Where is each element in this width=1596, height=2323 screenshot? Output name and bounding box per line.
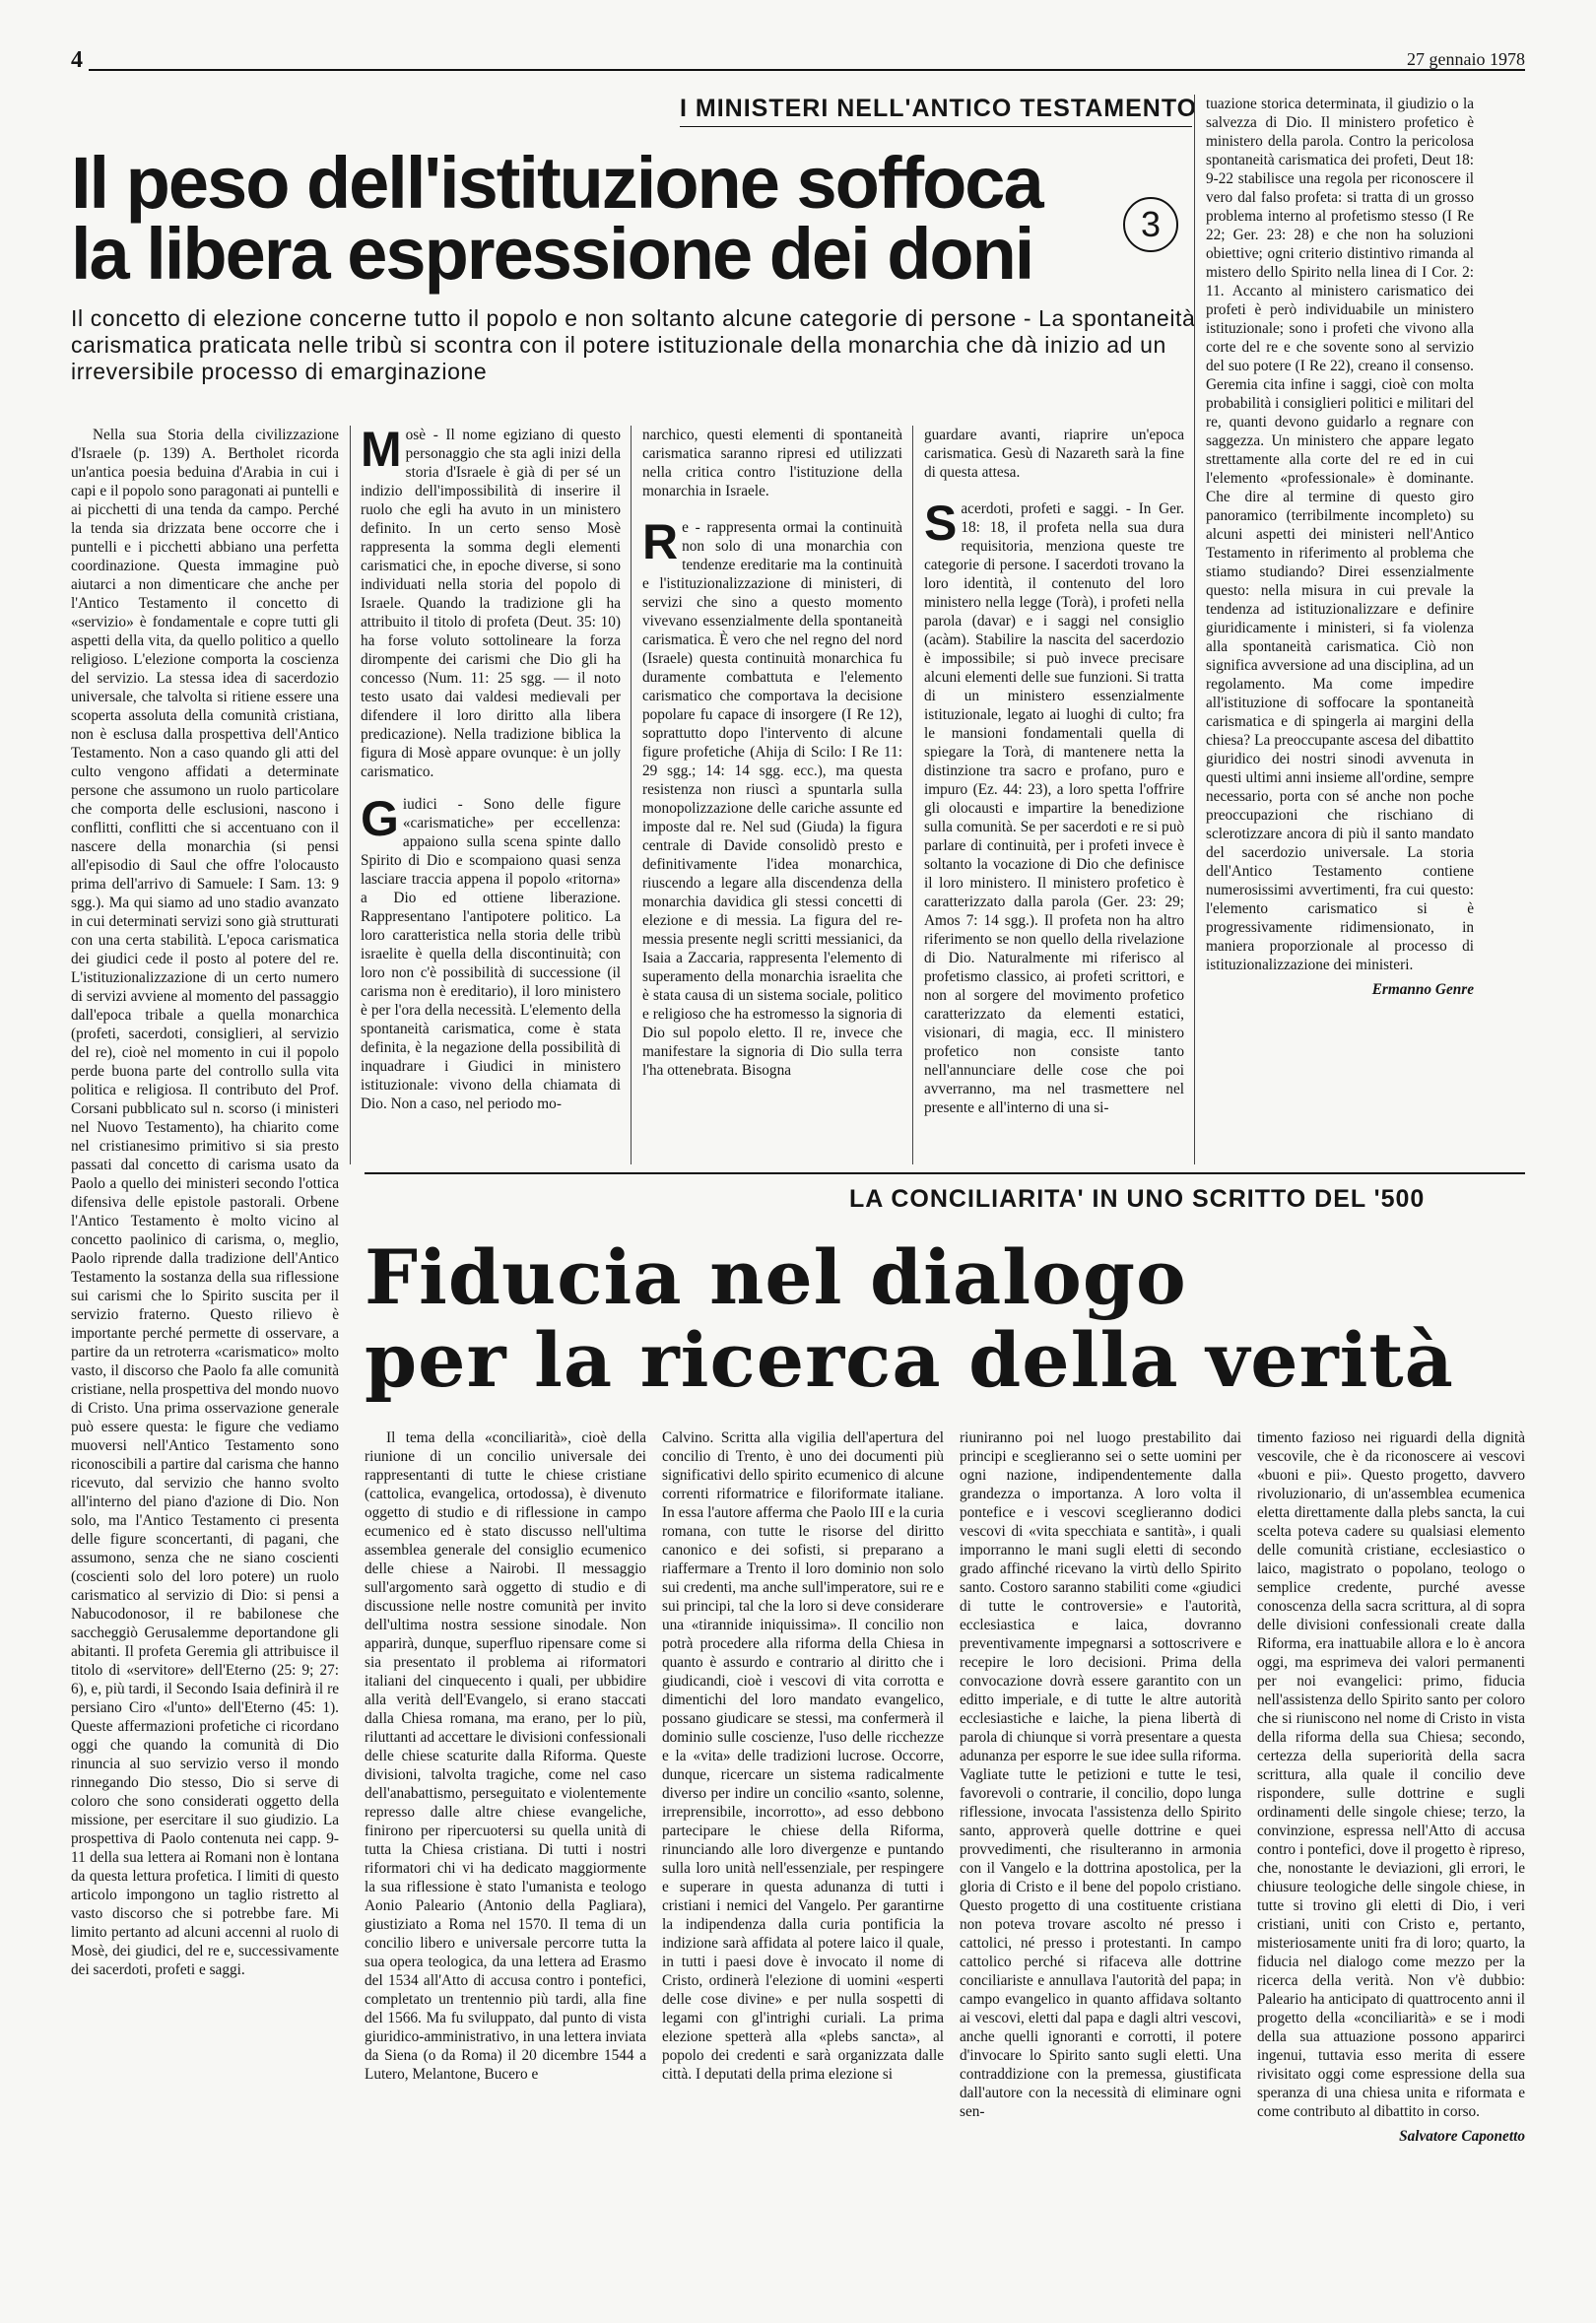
article2-column-2 <box>662 1428 944 2295</box>
article1-col2a-text: osè - Il nome egiziano di questo personaggio che sta agli inizi della storia d'Israele è già di per sé un indizio dell'impossibilità di inserire il ruolo che egli ha avuto in un ministero definito. In un certo senso Mosè rappresenta la somma degli elementi carismatici che, in epoche diverse, si sono individuati nella storia del popolo di Israele. Quando la tradizione gli ha attribuito il titolo di profeta (Deut. 35: 10) ha forse voluto sottolineare la forza dirompente dei carismi che Dio gli ha concesso (Num. 11: 25 sgg. — il noto testo usato dai valdesi medievali per difendere il loro diritto alla libera predicazione). Nella tradizione biblica la figura di Mosè appare ovunque: è un jolly carismatico. <box>361 427 621 780</box>
column-separator <box>350 426 351 1164</box>
article2-author: Salvatore Caponetto <box>1399 2128 1525 2145</box>
article1-title <box>71 142 1135 295</box>
article1-col3a-text: narchico, questi elementi di spontaneità carismatica saranno ripresi ed utilizzati nella critica contro l'istituzione della monarchia in Israele. <box>642 427 902 499</box>
article1-col5-text: tuazione storica determinata, il giudizio o la salvezza di Dio. Il ministero profetico è ministero della parola. Contro la pericolosa spontaneità carismatica dei profeti, Deut 18: 9-22 stabilisce una regola per riconoscere il vero dal falso profeta: si tratta di un grosso problema interno al profetismo stesso (I Re 22; Ger. 23: 28) e che non ha soluzioni obiettive; ogni criterio distintivo rimanda al mistero dello Spirito nella linea di I Cor. 2: 11. Accanto al ministero carismatico dei profeti è però individuabile un ministero istituzionale; sono i profeti che vivono alla corte del re e che sovente sono al servizio del suo potere (I Re 22), creano il consenso. Geremia cita infine i saggi, cioè con molta probabilità i consiglieri politici e militari del re, quanti devono guidarlo a regnare con saggezza. Un ministero che appare legato strettamente alla corte del re ed in cui l'elemento «professionale» è dominante. Che dire al termine di questo giro panoramico (terribilmente incompleto) su alcuni aspetti dei ministeri nell'Antico Testamento in riferimento al problema che stiamo studiando? Direi essenzialmente questo: nella misura in cui prevale la tendenza ad istituzionalizzare e definire giuridicamente i ministeri, si fa violenza alla spontaneità carismatica. Ciò non significa avversione ad una disciplina, ad un regolamento. Ma come impedire all'istituzione di soffocare la spontaneità carismatica e di spingerla ai margini della chiesa? La preoccupante ascesa del dibattito giuridico dei nostri sinodi avvenuta in questi ultimi anni insieme all'ordine, sempre necessario, porta con sé anche non poche preoccupazioni che rischiano di sclerotizzare ancora di più il santo mandato del sacerdozio universale. La storia dell'Antico Testamento contiene numerosissimi avvertimenti, fra cui questo: l'elemento carismatico si è progressivamente ridimensionato, in maniera proporzionale al processo di istituzionalizzazione dei ministeri. <box>1206 96 1474 973</box>
article1-col2b-text: iudici - Sono delle figure «carismatiche» per eccellenza: appaiono sulla scena spinte dallo Spirito di Dio e scompaiono quasi senza lasciare traccia appena il popolo «ritorna» a Dio ed ottiene liberazione. Rappresentano l'antipotere politico. La loro caratteristica nella storia delle tribù israelite è quella della discontinuità; con loro non c'è possibilità di successione (il carisma non è ereditario), il loro ministero è per l'ora della necessità. L'elemento della spontaneità carismatica, come è stata definita, è la negazione della possibilità di inquadrare i Giudici in ministero istituzionale: vivono della chiamata di Dio. Non a caso, nel periodo mo- <box>361 796 621 1112</box>
article2-title-line1: Fiducia nel dialogo <box>365 1233 1187 1321</box>
article1-deck: Il concetto di elezione concerne tutto il popolo e non soltanto alcune categorie di persone - La spontaneità carismatica praticata nelle tribù si scontra con il potere istituzionale della monarchia che dà inizio ad un irreversibile processo di emarginazione <box>71 305 1196 384</box>
article1-column-1 <box>71 426 339 2091</box>
drop-cap-r: R <box>642 514 679 569</box>
article1-col1-text: Nella sua Storia della civilizzazione d'Israele (p. 139) A. Bertholet ricorda un'antica poesia beduina d'Arabia in cui i capi e il popolo sono paragonati ai puntelli e ai picchetti di una tenda da campo. Perché la tenda sia drizzata bene occorre che i puntelli e i picchetti abbiano una perfetta coordinazione. Questa immagine può aiutarci a non dimenticare che anche per l'Antico Testamento il concetto di «servizio» è fondamentale e copre tutti gli aspetti della vita, da quello politico a quello religioso. L'elezione comporta la coscienza del servizio. La stessa idea di sacerdozio universale, che talvolta si ritiene essere una scoperta assoluta della comunità cristiana, non è esclusa dalla prospettiva dell'Antico Testamento. Non a caso quando gli atti del culto vengono affidati a determinate persone che assumono un ruolo particolare che comporta delle esclusioni, nascono i conflitti, conflitti che si accentuano con il nascere della monarchia (si pensi all'episodio di Saul che offre l'olocausto prima dell'arrivo di Samuele: I Sam. 13: 9 sgg.). Ma qui siamo ad uno stadio avanzato in cui determinati servizi sono già strutturati con una certa stabilità. L'epoca carismatica dei giudici cede il posto al potere del re. L'istituzionalizzazione di un certo numero di servizi avviene al momento del passaggio dall'epoca tribale a quella monarchica (profeti, sacerdoti, consiglieri, al servizio del re), cioè nel momento in cui il popolo perde buona parte del controllo sulla vita politica e religiosa. Il contributo del Prof. Corsani pubblicato sul n. scorso (i ministeri nel Nuovo Testamento), ha chiarito come nel cristianesimo primitivo si sia presto passati dal concetto di carisma usato da Paolo a quello dei ministeri secondo l'ottica difensiva delle epistole pastorali. Orbene l'Antico Testamento è molto vicino al concetto paolinico di carisma, o, meglio, Paolo riprende dalla tradizione dell'Antico Testamento la sostanza della sua riflessione sui carismi che lo Spirito suscita per il servizio fraterno. Questo rilievo è importante perché permette di osservare, a partire da un retroterra «carismatico» molto vasto, il discorso che Paolo fa alle comunità cristiane, nella prospettiva del mondo nuovo di Cristo. Una prima osservazione generale può essere questa: le figure che vediamo muoversi nell'Antico Testamento sono riconoscibili a partire dal carisma che hanno ricevuto, dal servizio che hanno svolto all'interno del piano d'azione di Dio. Non solo, ma l'Antico Testamento ci presenta delle figure sconcertanti, di pagani, che assumono, senza che ne siano coscienti (coscienti solo del loro potere) un ruolo carismatico al servizio di Dio: si pensi a Nabucodonosor, il re babilonese che saccheggiò Gerusalemme deportandone gli abitanti. Il profeta Geremia gli attribuisce il titolo di «servitore» dell'Eterno (25: 9; 27: 6), e, più tardi, il Secondo Isaia definirà il re persiano Ciro «l'unto» dell'Eterno (45: 1). Queste affermazioni profetiche ci ricordano oggi che quando la comunità di Dio rinuncia al suo servizio verso il mondo rinnegando Dio stesso, Dio si serve di coloro che sono considerati oggetto della missione, per esercitare il suo giudizio. La prospettiva di Paolo contenuta nei capp. 9-11 della sua lettera ai Romani non è lontana da questa lettura profetica. I limiti di questo articolo impongono un taglio ristretto al vasto discorso che si potrebbe fare. Mi limito pertanto ad alcuni accenni al ruolo di Mosè, dei giudici, del re e, successivamente dei sacerdoti, profeti e saggi. <box>71 427 339 1978</box>
column-separator <box>1194 95 1195 1164</box>
column-separator <box>912 426 913 1164</box>
drop-cap-m: M <box>361 426 402 477</box>
drop-cap-s: S <box>924 496 958 551</box>
article1-col3b-text: e - rappresenta ormai la continuità non solo di una monarchia con tendenze ereditarie ma la continuità e l'istituzionalizzazione di ministeri, di servizi che sino a questo momento vivevano essenzialmente della spontaneità carismatica. È vero che nel regno del nord (Israele) questa continuità monarchica fu duramente combattuta e l'elemento carismatico che comportava la decisione popolare fu capace di insorgere (I Re 12), soprattutto dopo l'intervento di alcune figure profetiche (Ahija di Scilo: I Re 11: 29 sgg.; 14: 14 sgg. ecc.), ma questa resistenza non riuscì a spuntarla sulla monopolizzazione delle cariche assunte ed imposte dal re. Nel sud (Giuda) la figura centrale di Davide consolidò presto e definitivamente l'idea monarchica, riuscendo a legare alla discendenza della monarchia davidica gli stessi concetti di elezione e di messia. La figura del re-messia presente negli scritti messianici, da Isaia a Zaccaria, rappresenta l'elemento di superamento della monarchia israelita che è stata causa di un sistema sociale, politico e religioso che ha estromesso la signoria di Dio sul popolo eletto. Il re, invece che manifestare la signoria di Dio sulla terra l'ha ottenebrata. Bisogna <box>642 519 902 1079</box>
page-number: 4 <box>71 47 83 73</box>
section-rule <box>365 1172 1525 1174</box>
article2-col3-text: riuniranno poi nel luogo prestabilito dai principi e sceglieranno sei o sette uomini per ogni nazione, indipendentemente dalla grandezza o importanza. A loro volta il pontefice e i vescovi sceglieranno dodici vescovi di «vita specchiata e santità», i quali imporranno le mani sugli eletti di secondo grado affinché ricevano la virtù dello Spirito santo. Costoro saranno stabiliti come «giudici di tutte le controversie» e l'autorità, ecclesiastica e laica, dovranno preventivamente impegnarsi a sottoscrivere e recepire le loro decisioni. Prima della convocazione dovrà essere garantito con un editto imperiale, e di tutte le altre autorità ecclesiastiche e laiche, la piena libertà di parola di chiunque si vorrà presentare a questa adunanza per esporre le sue idee sulla riforma. Vagliate tutte le petizioni e tutte le tesi, favorevoli o contrarie, il concilio, dopo lunga riflessione, invocata l'assistenza dello Spirito santo, approverà quelle dottrine e quei provvedimenti, che risulteranno in armonia con il Vangelo e la dottrina apostolica, per la gloria di Cristo e il bene del popolo cristiano. Questo progetto di una costituente cristiana non poteva trovare ascolto né presso i cattolici, né presso i protestanti. In campo cattolico perché si rifaceva alle dottrine conciliariste e annullava l'autorità del papa; in campo evangelico in quanto affidava soltanto ai vescovi, eletti dal papa e dagli altri vescovi, anche quelli ignoranti e corrotti, il potere d'invocare lo Spirito santo sugli eletti. Una contraddizione con la premessa, giustificata dall'autore con la necessità di eliminare ogni sen- <box>960 1429 1241 2120</box>
article1-rubric: I MINISTERI NELL'ANTICO TESTAMENTO <box>680 95 1198 122</box>
column-separator <box>631 426 632 1164</box>
article1-column-3 <box>642 426 902 1166</box>
top-rule <box>89 69 1525 71</box>
article1-title-line2: la libera espressione dei doni <box>71 213 1033 295</box>
article2-column-4 <box>1257 1428 1525 2295</box>
article2-rubric: LA CONCILIARITA' IN UNO SCRITTO DEL '500 <box>849 1185 1426 1213</box>
page-date: 27 gennaio 1978 <box>1407 49 1525 69</box>
article2-title <box>365 1233 1547 1404</box>
article2-col4-text: timento fazioso nei riguardi della dignità vescovile, che è da riconoscere ai vescovi «buoni e pii». Questo progetto, davvero rivoluzionario, di un'assemblea ecumenica eletta direttamente dalla plebs sancta, la cui scelta poteva cadere su qualsiasi elemento delle comunità cristiane, ecclesiastico o laico, magistrato o popolano, teologo o semplice credente, purché avesse conoscenza della sacra scrittura, al di sopra delle divisioni confessionali create dalla Riforma, era inattuabile allora e lo è ancora oggi, ma esprimeva dei valori permanenti per noi evangelici: primo, fiducia nell'assistenza dello Spirito santo per coloro che si riuniscono nel nome di Cristo in vista della riforma della sua Chiesa; secondo, certezza della superiorità della sacra scrittura, alla quale il concilio deve rispondere, sulle dottrine e sugli ordinamenti delle singole chiese; terzo, la convinzione, espressa nell'Atto di accusa contro i pontefici, dove il progetto è ripreso, che, nonostante le deviazioni, gli errori, le chiusure teologiche delle singole chiese, in tutte si trovino gli eletti di Dio, i veri cristiani, uniti con Cristo e, pertanto, misteriosamente uniti fra di loro; quarto, la fiducia nel dialogo come mezzo per la ricerca della verità. Non v'è dubbio: Paleario ha anticipato di quattrocento anni il progetto della «conciliarità» e se i modi della sua attuazione possono apparirci ingenui, tuttavia esso merita di essere rivisitato oggi come espressione della sua speranza di una chiesa unita e riformata e come contributo al dibattito in corso. <box>1257 1429 1525 2120</box>
article1-column-2 <box>361 426 621 1166</box>
article1-author: Ermanno Genre <box>1371 981 1474 998</box>
article1-title-line1: Il peso dell'istituzione soffoca <box>71 142 1042 224</box>
article1-column-5 <box>1206 95 1474 1168</box>
article2-column-1 <box>365 1428 646 2295</box>
article1-col4b-text: acerdoti, profeti e saggi. - In Ger. 18: 18, il profeta nella sua dura requisitoria, menziona queste tre categorie di persone. I sacerdoti trovano la loro identità, il contenuto del loro ministero nella legge (Torà), i profeti nella parola (davar) e i saggi nel consiglio (acàm). Stabilire la nascita del sacerdozio è impossibile; si può invece precisare alcuni elementi delle sue funzioni. Si tratta di un ministero essenzialmente istituzionale, legato ai luoghi di culto; fra le mansioni fondamentali quella di spiegare la Torà, di mantenere netta la distinzione tra sacro e profano, puro e impuro (Ez. 44: 23), a loro spetta l'offrire gli olocausti e impartire la benedizione sulla comunità. Se per sacerdoti e re si può parlare di continuità, per i profeti invece è soltanto la vocazione di Dio che definisce il loro ministero. Il ministero profetico è caratterizzato dalla parola (Ger. 23: 29; Amos 7: 14 sgg.). Il profeta non ha altro riferimento se non quello della rivelazione di Dio. Naturalmente mi riferisco al profetismo classico, ai profeti scrittori, e non al sorgere del movimento profetico caratterizzato da elementi estatici, visionari, di magia, ecc. Il ministero profetico non consiste tanto nell'annunciare delle cose che poi avverranno, ma nel trasmettere nel presente e all'interno di una si- <box>924 500 1184 1116</box>
article2-column-3 <box>960 1428 1241 2295</box>
drop-cap-g: G <box>361 791 399 846</box>
article2-col1-text: Il tema della «conciliarità», cioè della riunione di un concilio universale dei rappresentanti di tutte le chiese cristiane (cattolica, evangelica, ortodossa), è divenuto oggetto di studio e di riflessione in campo ecumenico ed è stato discusso nell'ultima assemblea generale del consiglio ecumenico delle chiese a Nairobi. Il messaggio sull'argomento sarà oggetto di studio e di discussione nelle nostre comunità per invito dell'ultima nostra sessione sinodale. Non apparirà, dunque, superfluo ripensare come si sia presentato il problema ai riformatori italiani del cinquecento i quali, per ubbidire alla verità dell'Evangelo, si erano staccati dalla Chiesa romana, ma erano, per lo più, riluttanti ad accettare le divisioni confessionali delle chiese scaturite dalla Riforma. Queste divisioni, talvolta tragiche, come nel caso dell'anabattismo, perseguitato e violentemente represso dalle altre chiese evangeliche, finirono per ripercuotersi su quella unità di tutta la Chiesa cristiana. Di tutti i nostri riformatori chi vi ha dedicato maggiormente la sua riflessione è stato l'umanista e teologo Aonio Paleario (Antonio della Pagliara), giustiziato a Roma nel 1570. Il tema di un concilio libero e universale percorre tutta la sua opera teologica, da una lettera ad Erasmo del 1534 all'Atto di accusa contro i pontefici, completato un trentennio più tardi, alla fine del 1566. Ma fu sviluppato, dal punto di vista giuridico-amministrativo, in una lettera inviata da Siena (o da Roma) il 20 dicembre 1544 a Lutero, Melantone, Bucero e <box>365 1429 646 2083</box>
rubric-underline <box>680 126 1192 127</box>
article2-title-line2: per la ricerca della verità <box>365 1316 1454 1404</box>
article1-number-badge: 3 <box>1123 197 1178 252</box>
article2-col2-text: Calvino. Scritta alla vigilia dell'apertura del concilio di Trento, è uno dei documenti più significativi dello spirito ecumenico di alcune correnti riformatrice e filoriformate italiane. In essa l'autore afferma che Paolo III e la curia romana, con tutte le risorse del diritto canonico e dei sofisti, si preparano a riaffermare a Trento il loro dominio non solo sui credenti, ma anche sull'imperatore, sui re e sui principi, tal che la loro si deve considerare una «tirannide iniquissima». Il concilio non potrà procedere alla riforma della Chiesa in quanto è assurdo e contrario al diritto che i giudicandi, cioè i vescovi di vita corrotta e dimentichi del loro mandato evangelico, possano giudicare se stessi, ma confermerà il dominio sulle coscienze, l'uso delle ricchezze e la «vita» delle tradizioni lucrose. Occorre, dunque, ricercare un sistema radicalmente diverso per indire un concilio «santo, solenne, irreprensibile, incorrotto», ad esso debbono partecipare le chiese della Riforma, rinunciando alle loro divergenze e puntando sulla loro unità nell'essenziale, per respingere e superare in questa adunanza di tutti i cristiani i nemici del Vangelo. Per garantirne la indipendenza dalla curia pontificia la indizione sarà affidata al potere laico il quale, in tutti i paesi dove è invocato il nome di Cristo, ordinerà l'elezione di uomini «esperti delle cose divine» e per nulla sospetti di legami con gl'intrighi curiali. La prima elezione spetterà alla «plebs sancta», al popolo dei credenti e sarà organizzata dalle città. I deputati della prima elezione si <box>662 1429 944 2083</box>
article1-column-4 <box>924 426 1184 1166</box>
article1-col4a-text: guardare avanti, riaprire un'epoca carismatica. Gesù di Nazareth sarà la fine di questa attesa. <box>924 427 1184 481</box>
